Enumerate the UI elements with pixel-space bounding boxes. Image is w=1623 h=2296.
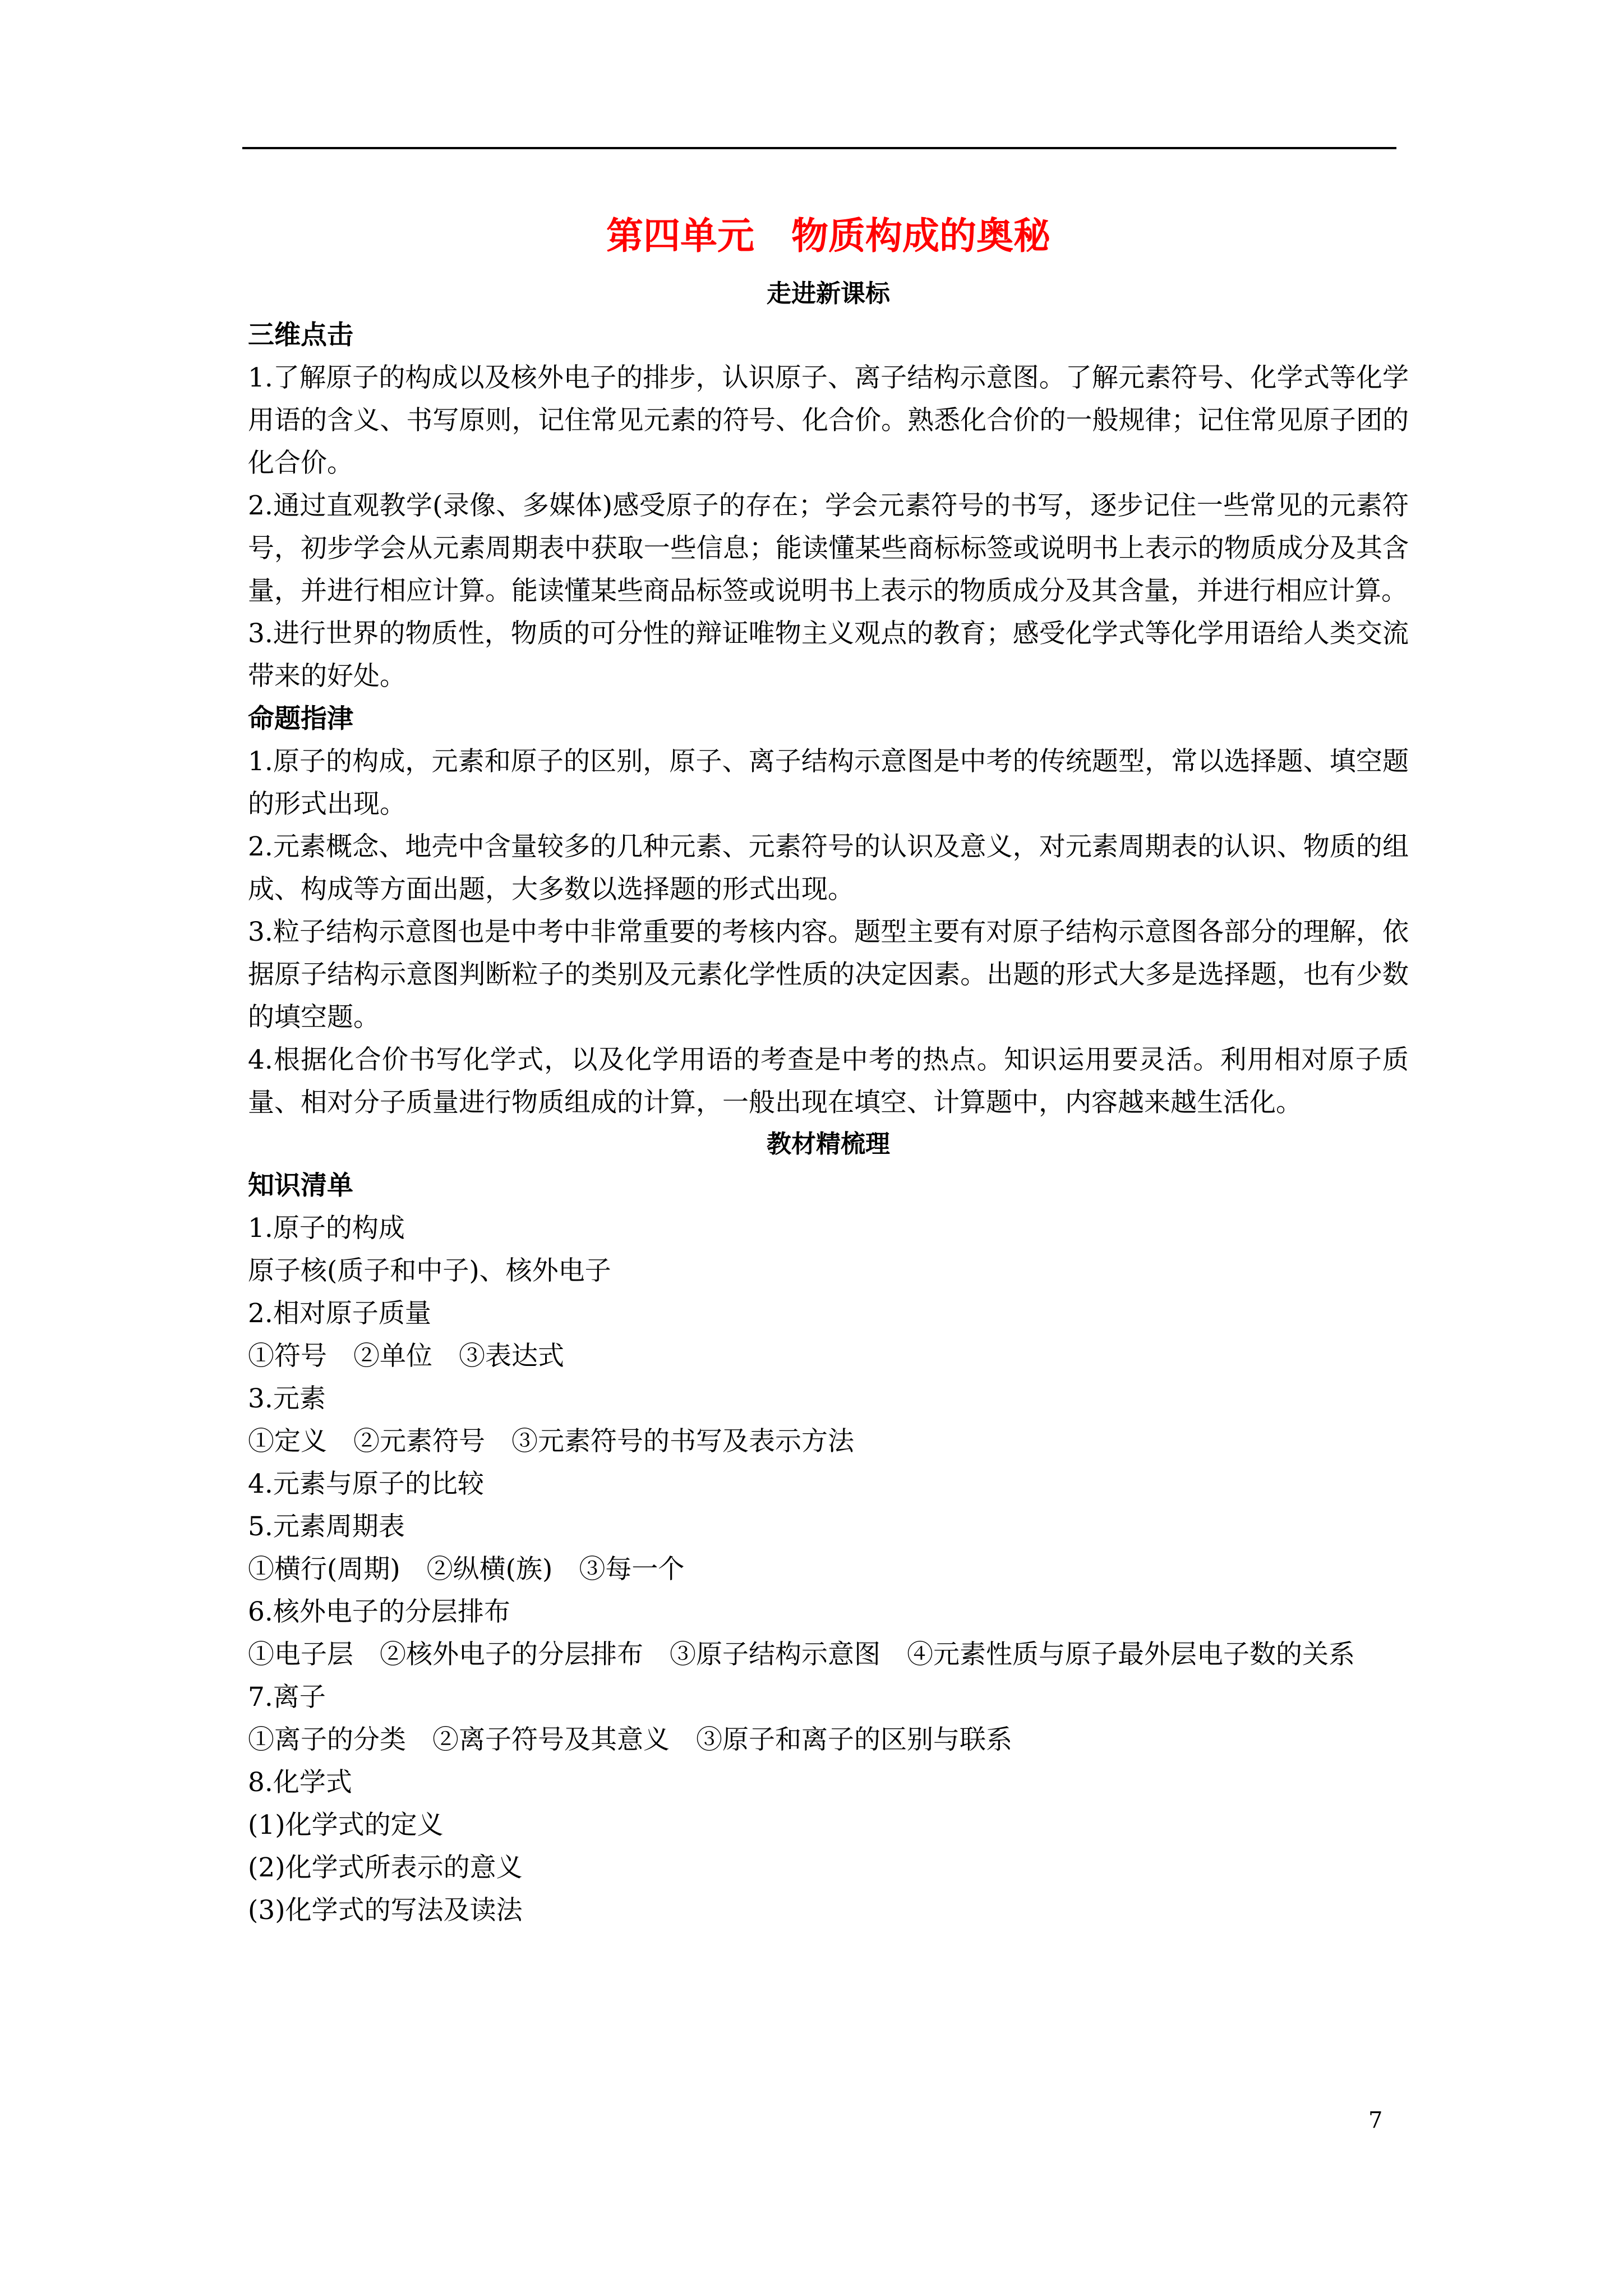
section-title-new-curriculum: 走进新课标	[767, 279, 890, 308]
paragraph: 1.了解原子的构成以及核外电子的排步，认识原子、离子结构示意图。了解元素符号、化学式等化学用语的含义、书写原则，记住常见元素的符号、化合价。熟悉化合价的一般规律；记住常见原子团的化合价。	[248, 362, 1409, 478]
list-item: 7.离子	[248, 1682, 326, 1713]
page-number: 7	[1368, 2108, 1383, 2133]
list-item: ①电子层 ②核外电子的分层排布 ③原子结构示意图 ④元素性质与原子最外层电子数的关系	[248, 1639, 1355, 1670]
paragraph: 4.根据化合价书写化学式，以及化学用语的考查是中考的热点。知识运用要灵活。利用相对原子质量、相对分子质量进行物质组成的计算，一般出现在填空、计算题中，内容越来越生活化。	[248, 1045, 1409, 1118]
list-item: (2)化学式所表示的意义	[248, 1852, 523, 1883]
paragraph: 3.进行世界的物质性，物质的可分性的辩证唯物主义观点的教育；感受化学式等化学用语给人类交流带来的好处。	[248, 618, 1409, 692]
paragraph: 2.通过直观教学(录像、多媒体)感受原子的存在；学会元素符号的书写，逐步记住一些常见的元素符号，初步学会从元素周期表中获取一些信息；能读懂某些商标标签或说明书上表示的物质成分及其含量，并进行相应计算。能读懂某些商品标签或说明书上表示的物质成分及其含量，并进行相应计算。	[248, 490, 1409, 606]
list-item: 5.元素周期表	[248, 1511, 405, 1542]
list-item: (3)化学式的写法及读法	[248, 1895, 523, 1926]
list-item: 原子核(质子和中子)、核外电子	[248, 1255, 611, 1286]
paragraph: 1.原子的构成，元素和原子的区别，原子、离子结构示意图是中考的传统题型，常以选择题、填空题的形式出现。	[248, 746, 1409, 820]
list-item: ①离子的分类 ②离子符号及其意义 ③原子和离子的区别与联系	[248, 1724, 1012, 1755]
list-item: 1.原子的构成	[248, 1213, 405, 1244]
list-item: ①符号 ②单位 ③表达式	[248, 1341, 564, 1372]
list-item: ①横行(周期) ②纵横(族) ③每一个	[248, 1554, 685, 1585]
header-rule	[242, 147, 1396, 149]
list-item: ①定义 ②元素符号 ③元素符号的书写及表示方法	[248, 1426, 854, 1457]
list-item: 8.化学式	[248, 1767, 352, 1798]
list-item: 2.相对原子质量	[248, 1298, 431, 1329]
paragraph: 3.粒子结构示意图也是中考中非常重要的考核内容。题型主要有对原子结构示意图各部分的理解，依据原子结构示意图判断粒子的类别及元素化学性质的决定因素。出题的形式大多是选择题，也有少数的填空题。	[248, 917, 1409, 1033]
list-item: 4.元素与原子的比较	[248, 1469, 484, 1499]
subheading-knowledge-list: 知识清单	[248, 1170, 353, 1201]
document-body	[248, 208, 1409, 1932]
list-item: 3.元素	[248, 1383, 326, 1414]
paragraph: 2.元素概念、地壳中含量较多的几种元素、元素符号的认识及意义，对元素周期表的认识、物质的组成、构成等方面出题，大多数以选择题的形式出现。	[248, 831, 1409, 905]
list-item: 6.核外电子的分层排布	[248, 1596, 510, 1627]
section-title-textbook-review: 教材精梳理	[767, 1130, 890, 1158]
subheading-exam-guide: 命题指津	[248, 703, 353, 734]
list-item: (1)化学式的定义	[248, 1810, 444, 1841]
subheading-three-dimensions: 三维点击	[248, 320, 353, 351]
unit-title: 第四单元 物质构成的奥秘	[606, 214, 1050, 257]
